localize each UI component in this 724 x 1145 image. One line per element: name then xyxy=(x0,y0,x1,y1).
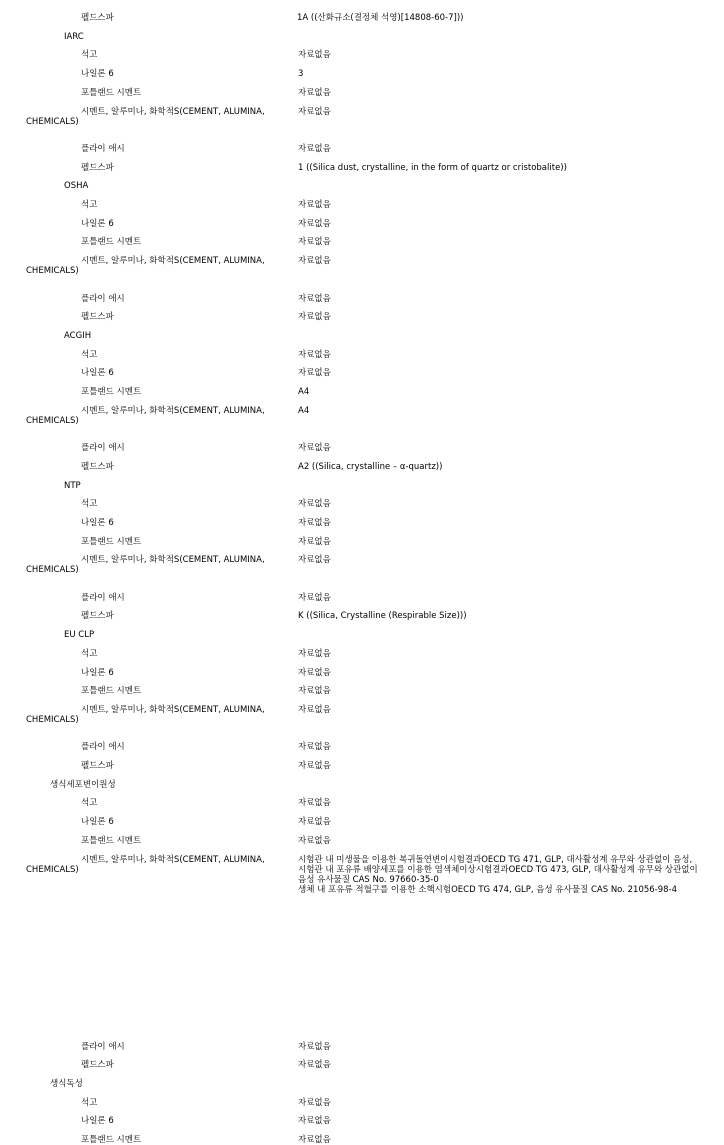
row-label: 펠드스파 xyxy=(81,1060,114,1071)
row-value: 자료없음 xyxy=(298,648,331,659)
row-label: 석고 xyxy=(81,349,98,360)
row-label: 시멘트, 알루미나, 화학적S(CEMENT, ALUMINA, CHEMICALS) xyxy=(26,854,265,875)
row-label: 석고 xyxy=(81,798,98,809)
row-value: 자료없음 xyxy=(298,143,331,154)
section-label: NTP xyxy=(64,480,81,491)
row-label: 나일론 6 xyxy=(81,368,114,379)
row-label: 나일론 6 xyxy=(81,667,114,678)
section-label: ACGIH xyxy=(64,330,92,341)
row-value: 자료없음 xyxy=(298,798,331,809)
row-value: A4 xyxy=(298,405,310,416)
row-value: 자료없음 xyxy=(298,87,331,98)
row-label: 플라이 애시 xyxy=(81,443,125,454)
section-label: IARC xyxy=(64,31,84,42)
row-value: K ((Silica, Crystalline (Respirable Size))) xyxy=(298,611,467,622)
row-value: 자료없음 xyxy=(298,817,331,828)
section-label: EU CLP xyxy=(64,630,95,641)
row-label: 시멘트, 알루미나, 화학적S(CEMENT, ALUMINA, CHEMICALS) xyxy=(26,106,265,127)
row-value: 3 xyxy=(298,69,304,80)
row-label: 석고 xyxy=(81,50,98,61)
row-label: 석고 xyxy=(81,499,98,510)
row-value: 1A ((산화규소(결정체 석영)[14808-60-7])) xyxy=(297,13,464,23)
row-label: 시멘트, 알루미나, 화학적S(CEMENT, ALUMINA, CHEMICALS) xyxy=(26,704,265,725)
row-label: 플라이 애시 xyxy=(81,143,125,154)
row-value: 자료없음 xyxy=(298,256,331,267)
value-line: 시험관 내 미생물을 이용한 복귀돌연변이시험결과OECD TG 471, GLP, 대사활성계 유무와 상관없이 음성, xyxy=(298,854,693,865)
row-value: 자료없음 xyxy=(298,592,331,603)
row-label: 석고 xyxy=(81,648,98,659)
row-label: 시멘트, 알루미나, 화학적S(CEMENT, ALUMINA, CHEMICALS) xyxy=(26,555,265,576)
row-value: 1 ((Silica dust, crystalline, in the form of quartz or cristobalite)) xyxy=(298,162,567,173)
row-value: 자료없음 xyxy=(298,1097,331,1108)
row-value: 자료없음 xyxy=(298,835,331,846)
row-value: 자료없음 xyxy=(298,237,331,248)
row-value: 자료없음 xyxy=(298,761,331,771)
section-label: OSHA xyxy=(64,181,89,192)
row-label: 나일론 6 xyxy=(81,218,114,229)
value-line: 시험관 내 포유류 배양세포를 이용한 염색체이상시험결과OECD TG 473, GLP, 대사활성계 유무와 상관없이 음성 유사물질 CAS No. 97660-35-0 xyxy=(298,864,698,885)
row-label: 플라이 애시 xyxy=(81,742,125,753)
row-label: 나일론 6 xyxy=(81,817,114,828)
row-value: 자료없음 xyxy=(298,517,331,528)
row-label: 나일론 6 xyxy=(81,517,114,528)
row-value: 자료없음 xyxy=(298,536,331,547)
row-value: 자료없음 xyxy=(298,1060,331,1071)
value-line: 생체 내 포유류 적혈구를 이용한 소핵시험OECD TG 474, GLP, 음성 유사물질 CAS No. 21056-98-4 xyxy=(298,884,678,895)
row-label: 시멘트, 알루미나, 화학적S(CEMENT, ALUMINA, CHEMICALS) xyxy=(26,256,265,277)
row-value: 자료없음 xyxy=(298,555,331,566)
row-value xyxy=(298,855,700,895)
row-value: 자료없음 xyxy=(298,312,331,323)
row-label: 포틀랜드 시멘트 xyxy=(81,387,142,397)
row-label: 석고 xyxy=(81,200,98,210)
row-value: 자료없음 xyxy=(298,200,331,210)
row-label: 펠드스파 xyxy=(81,611,114,622)
row-label: 포틀랜드 시멘트 xyxy=(81,1135,142,1145)
row-label: 나일론 6 xyxy=(81,1116,114,1127)
section-label: 생식독성 xyxy=(50,1078,83,1089)
row-label: 포틀랜드 시멘트 xyxy=(81,536,142,547)
row-value: 자료없음 xyxy=(298,1041,331,1052)
row-value: 자료없음 xyxy=(298,499,331,510)
row-value: 자료없음 xyxy=(298,106,331,117)
row-label: 포틀랜드 시멘트 xyxy=(81,835,142,846)
row-label: 포틀랜드 시멘트 xyxy=(81,686,142,697)
row-value: 자료없음 xyxy=(298,1116,331,1127)
row-label: 펠드스파 xyxy=(81,162,114,173)
section-label: 생식세포변이원성 xyxy=(50,779,116,790)
row-value: A4 xyxy=(298,387,310,397)
row-label: 석고 xyxy=(81,1097,98,1108)
row-value: 자료없음 xyxy=(298,443,331,454)
row-value: 자료없음 xyxy=(298,1135,331,1145)
row-value: 자료없음 xyxy=(298,50,331,61)
row-label: 포틀랜드 시멘트 xyxy=(81,87,142,98)
row-label: 펠드스파 xyxy=(81,13,114,23)
row-value: A2 ((Silica, crystalline – α-quartz)) xyxy=(298,461,443,472)
row-value: 자료없음 xyxy=(298,667,331,678)
row-value: 자료없음 xyxy=(298,349,331,360)
row-label: 시멘트, 알루미나, 화학적S(CEMENT, ALUMINA, CHEMICALS) xyxy=(26,405,265,426)
row-label: 플라이 애시 xyxy=(81,1041,125,1052)
row-label: 나일론 6 xyxy=(81,69,114,80)
row-value: 자료없음 xyxy=(298,218,331,229)
row-label: 포틀랜드 시멘트 xyxy=(81,237,142,248)
row-label: 플라이 애시 xyxy=(81,592,125,603)
row-label: 펠드스파 xyxy=(81,461,114,472)
row-value: 자료없음 xyxy=(298,742,331,753)
row-label: 펠드스파 xyxy=(81,312,114,323)
row-value: 자료없음 xyxy=(298,293,331,304)
row-label: 펠드스파 xyxy=(81,761,114,771)
row-value: 자료없음 xyxy=(298,368,331,379)
row-label: 플라이 애시 xyxy=(81,293,125,304)
row-value: 자료없음 xyxy=(298,686,331,697)
row-value: 자료없음 xyxy=(298,704,331,715)
